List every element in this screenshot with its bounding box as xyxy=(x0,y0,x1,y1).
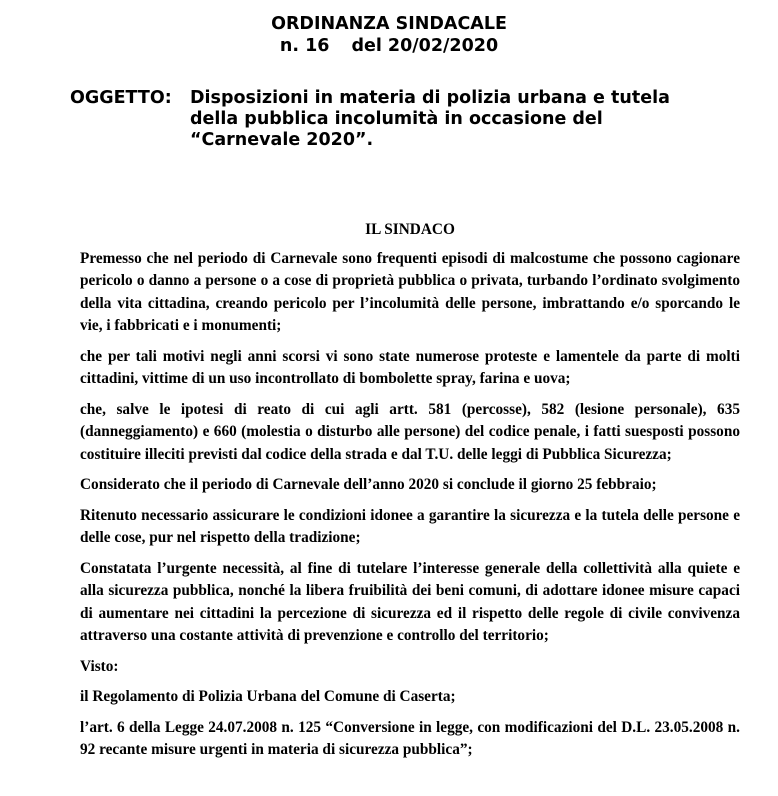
ordinance-date: del 20/02/2020 xyxy=(351,36,499,56)
subject-block xyxy=(70,88,750,151)
paragraph-ritenuto: Ritenuto necessario assicurare le condizioni idonee a garantire la sicurezza e la tutela delle persone e delle cose, pur nel rispetto della tradizione; xyxy=(80,506,740,546)
paragraph-visto: Visto: xyxy=(80,657,119,675)
document-body xyxy=(80,219,740,770)
paragraph-motivi: che per tali motivi negli anni scorsi vi sono state numerose proteste e lamentele da parte di molti cittadini, vittime di un uso incontrollato di bombolette spray, farina e uova; xyxy=(80,347,740,387)
document-title: ORDINANZA SINDACALE xyxy=(271,14,507,34)
subject-text xyxy=(190,88,750,151)
paragraph-considerato: Considerato che il periodo di Carnevale dell’anno 2020 si conclude il giorno 25 febbraio; xyxy=(80,476,657,493)
section-heading: IL SINDACO xyxy=(365,221,455,238)
subject-label: OGGETTO: xyxy=(70,88,172,108)
subject-line: Disposizioni in materia di polizia urbana e tutela xyxy=(190,88,670,108)
subject-line: “Carnevale 2020”. xyxy=(190,130,374,150)
subject-line: della pubblica incolumità in occasione del xyxy=(190,109,603,129)
paragraph-legge: l’art. 6 della Legge 24.07.2008 n. 125 “Conversione in legge, con modificazioni del D.L. 23.05.2008 n. 92 recante misure urgenti in materia di sicurezza pubblica”; xyxy=(80,718,740,758)
ordinance-number: n. 16 xyxy=(279,36,330,56)
paragraph-regolamento: il Regolamento di Polizia Urbana del Comune di Caserta; xyxy=(80,688,456,705)
paragraph-premesso: Premesso che nel periodo di Carnevale sono frequenti episodi di malcostume che possono cagionare pericolo o danno a persone o a cose di proprietà pubblica o privata, turbando l’ordinato svolgimento della vita cittadina, creando pericolo per l’incolumità delle persone, imbrattando e/o sporcando le vie, i fabbricati e i monumenti; xyxy=(80,249,740,334)
paragraph-reato: che, salve le ipotesi di reato di cui agli artt. 581 (percosse), 582 (lesione personale), 635 (danneggiamento) e 660 (molestia o disturbo alle persone) del codice penale, i fatti suesposti possono costituire illeciti previsti dal codice della strada e dal T.U. delle leggi di Pubblica Sicurezza; xyxy=(80,400,740,463)
ordinance-number-line xyxy=(0,35,778,57)
paragraph-constatata: Constatata l’urgente necessità, al fine di tutelare l’interesse generale della collettività alla quiete e alla sicurezza pubblica, nonché la libera fruibilità dei beni comuni, di adottare idonee misure capaci di aumentare nei cittadini la percezione di sicurezza ed il rispetto delle regole di civile convivenza attraverso una costante attività di prevenzione e controllo del territorio; xyxy=(80,559,740,644)
